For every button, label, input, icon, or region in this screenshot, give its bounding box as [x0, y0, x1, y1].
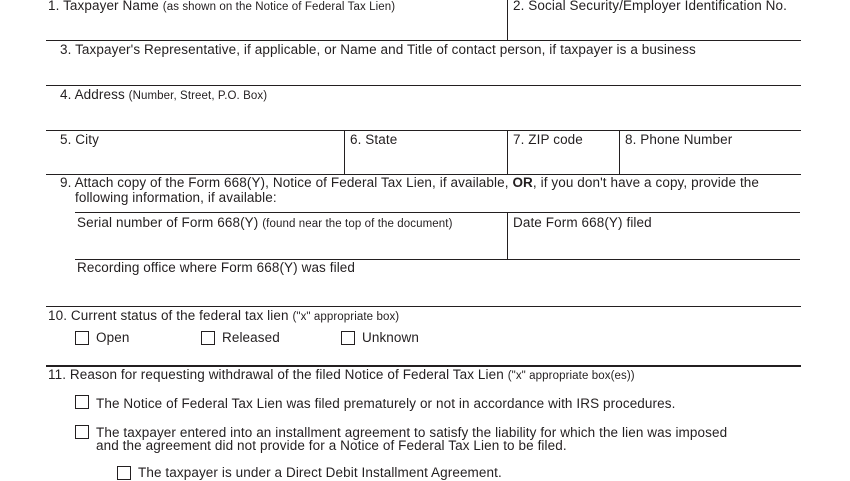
- lien-status-label: [48, 308, 399, 325]
- address-label: [60, 87, 267, 104]
- recording-office-label: Recording office where Form 668(Y) was filed: [77, 260, 356, 275]
- reason-installment-checkbox[interactable]: [75, 425, 89, 439]
- status-open-label: Open: [96, 330, 130, 345]
- lien-status-label-text: 10. Current status of the federal tax lien: [48, 308, 289, 323]
- divider: [344, 130, 345, 174]
- serial-number-note: (found near the top of the document): [262, 218, 453, 230]
- divider: [507, 212, 508, 259]
- status-released-label: Released: [222, 330, 280, 345]
- ssn-field[interactable]: [510, 14, 800, 40]
- serial-number-label-text: Serial number of Form 668(Y): [77, 215, 259, 230]
- attach-copy-text-a: 9. Attach copy of the Form 668(Y), Notice of Federal Tax Lien, if available,: [60, 175, 509, 190]
- reason-installment-label-line1: The taxpayer entered into an installment agreement to satisfy the liability for which the lien was imposed: [96, 425, 728, 440]
- divider: [619, 130, 620, 174]
- state-label: 6. State: [350, 132, 398, 147]
- serial-number-label: [77, 215, 453, 232]
- reason-installment-label-line2: and the agreement did not provide for a Notice of Federal Tax Lien to be filed.: [96, 438, 567, 453]
- status-unknown-checkbox[interactable]: [341, 331, 355, 345]
- address-field[interactable]: [46, 104, 801, 129]
- phone-field[interactable]: [621, 150, 801, 173]
- divider: [46, 130, 801, 131]
- city-field[interactable]: [46, 150, 343, 173]
- city-label: 5. City: [60, 132, 99, 147]
- reason-direct-debit-checkbox[interactable]: [117, 466, 131, 480]
- ssn-label: 2. Social Security/Employer Identification No.: [513, 0, 787, 13]
- taxpayer-name-label-text: 1. Taxpayer Name: [48, 0, 159, 13]
- date-filed-field[interactable]: [509, 233, 800, 258]
- taxpayer-name-label: [48, 0, 395, 15]
- status-unknown-label: Unknown: [362, 330, 419, 345]
- date-filed-label: Date Form 668(Y) filed: [513, 215, 652, 230]
- divider: [46, 85, 801, 86]
- withdrawal-reason-label: [48, 367, 635, 384]
- recording-office-field[interactable]: [75, 278, 800, 305]
- status-released-checkbox[interactable]: [201, 331, 215, 345]
- representative-label: 3. Taxpayer's Representative, if applicable, or Name and Title of contact person, if taxpayer is a business: [60, 42, 696, 57]
- representative-field[interactable]: [46, 60, 801, 84]
- attach-copy-instruction-line2: following information, if available:: [75, 190, 277, 205]
- zip-label: 7. ZIP code: [513, 132, 583, 147]
- attach-copy-text-b: , if you don't have a copy, provide the: [532, 175, 760, 190]
- withdrawal-reason-label-text: 11. Reason for requesting withdrawal of the filed Notice of Federal Tax Lien: [48, 367, 504, 382]
- withdrawal-reason-note: ("x" appropriate box(es)): [507, 370, 635, 382]
- attach-copy-instruction: [60, 175, 759, 191]
- state-field[interactable]: [346, 150, 506, 173]
- taxpayer-name-note: (as shown on the Notice of Federal Tax Lien): [162, 1, 396, 13]
- zip-field[interactable]: [509, 150, 618, 173]
- address-label-text: 4. Address: [60, 87, 125, 102]
- reason-direct-debit-label: The taxpayer is under a Direct Debit Installment Agreement.: [138, 465, 502, 480]
- taxpayer-name-field[interactable]: [46, 14, 506, 40]
- reason-premature-checkbox[interactable]: [75, 395, 89, 409]
- status-open-checkbox[interactable]: [75, 331, 89, 345]
- serial-number-field[interactable]: [75, 233, 506, 258]
- reason-premature-label: The Notice of Federal Tax Lien was filed prematurely or not in accordance with IRS procedures.: [96, 396, 676, 411]
- divider: [46, 40, 801, 41]
- divider: [507, 0, 508, 40]
- address-note: (Number, Street, P.O. Box): [128, 90, 268, 102]
- lien-status-note: ("x" appropriate box): [292, 311, 400, 323]
- divider: [46, 306, 801, 307]
- attach-copy-or: OR: [512, 175, 533, 190]
- phone-label: 8. Phone Number: [625, 132, 733, 147]
- divider: [75, 212, 800, 213]
- divider: [507, 130, 508, 174]
